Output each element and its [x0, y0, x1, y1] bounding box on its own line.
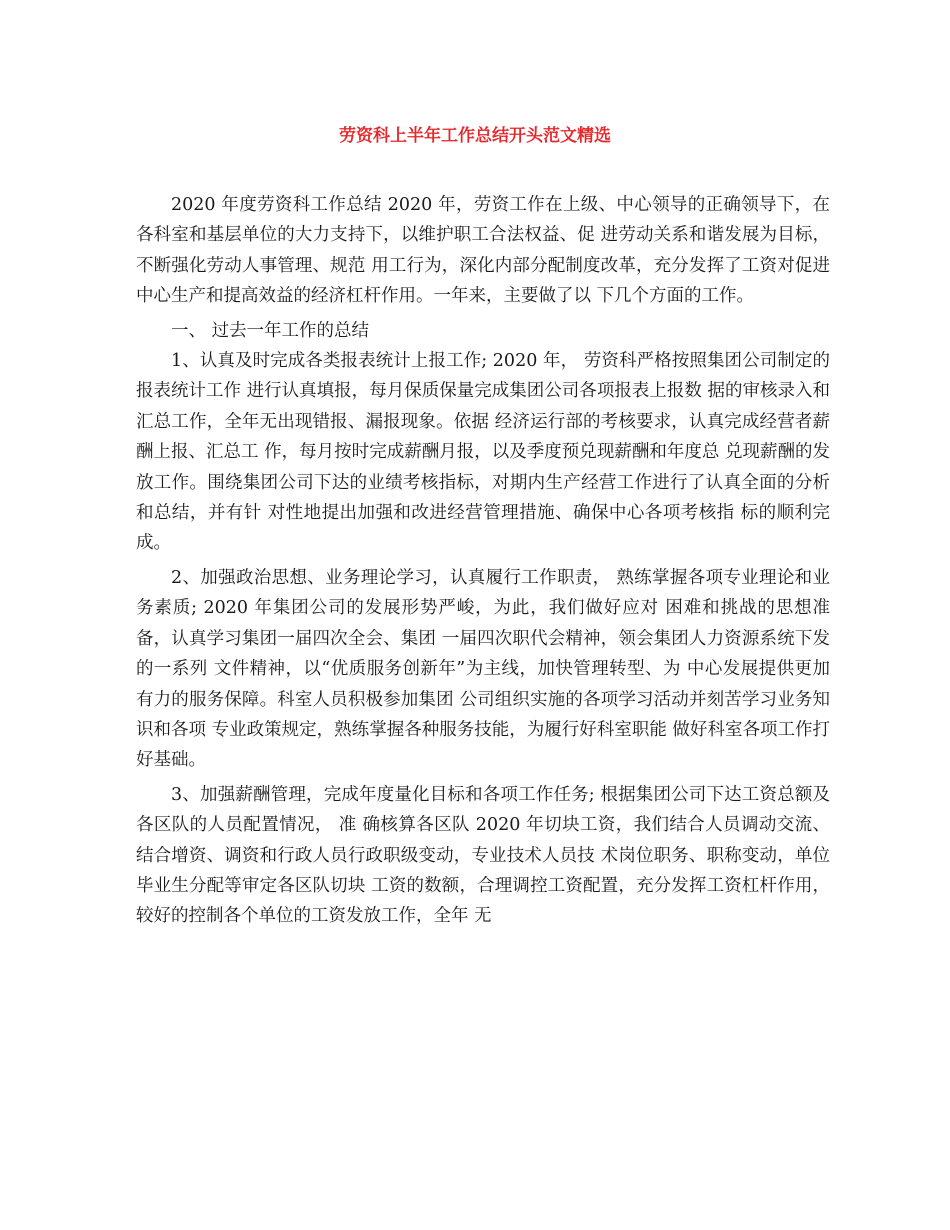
section-heading: 一、 过去一年工作的总结: [171, 320, 370, 341]
paragraph-intro: 2020 年度劳资科工作总结 2020 年，劳资工作在上级、中心领导的正确领导下，在 各科室和基层单位的大力支持下，以维护职工合法权益、促 进劳动关系和谐发展为目标，不断强化劳动人事管理、规范 用工行为，深化内部分配制度改革，充分发挥了工资对促进 中心生产和提高效益的经济杠杆作用。一年来，主要做了以 下几个方面的工作。: [136, 195, 830, 307]
paragraph-item-2: 2、加强政治思想、业务理论学习，认真履行工作职责， 熟练掌握各项专业理论和业务素质; 2020 年集团公司的发展形势严峻，为此，我们做好应对 困难和挑战的思想准备，认真学习集团一届四次全会、集团 一届四次职代会精神，领会集团人力资源系统下发的一系列 文件精神，以“优质服务创新年”为主线，加快管理转型、为 中心发展提供更加有力的服务保障。科室人员积极参加集团 公司组织实施的各项学习活动并刻苦学习业务知识和各项 专业政策规定，熟练掌握各种服务技能，为履行好科室职能 做好科室各项工作打好基础。: [136, 567, 830, 771]
document-title: 劳资科上半年工作总结开头范文精选: [339, 126, 611, 146]
document-body: [136, 190, 830, 932]
paragraph-item-3: 3、加强薪酬管理，完成年度量化目标和各项工作任务; 根据集团公司下达工资总额及各区队的人员配置情况， 准 确核算各区队 2020 年切块工资，我们结合人员调动交流、 结合增资、调资和行政人员行政职级变动，专业技术人员技 术岗位职务、职称变动，单位毕业生分配等审定各区队切块 工资的数额，合理调控工资配置，充分发挥工资杠杆作用， 较好的控制各个单位的工资发放工作，全年 无: [136, 784, 830, 927]
paragraph-item-1: 1、认真及时完成各类报表统计上报工作; 2020 年， 劳资科严格按照集团公司制定的报表统计工作 进行认真填报，每月保质保量完成集团公司各项报表上报数 据的审核录入和汇总工作，全年无出现错报、漏报现象。依据 经济运行部的考核要求，认真完成经营者薪酬上报、汇总工 作，每月按时完成薪酬月报，以及季度预兑现薪酬和年度总 兑现薪酬的发放工作。围绕集团公司下达的业绩考核指标，对期内生产经营工作进行了认真全面的分析和总结，并有针 对性地提出加强和改进经营管理措施、确保中心各项考核指 标的顺利完成。: [136, 351, 830, 554]
